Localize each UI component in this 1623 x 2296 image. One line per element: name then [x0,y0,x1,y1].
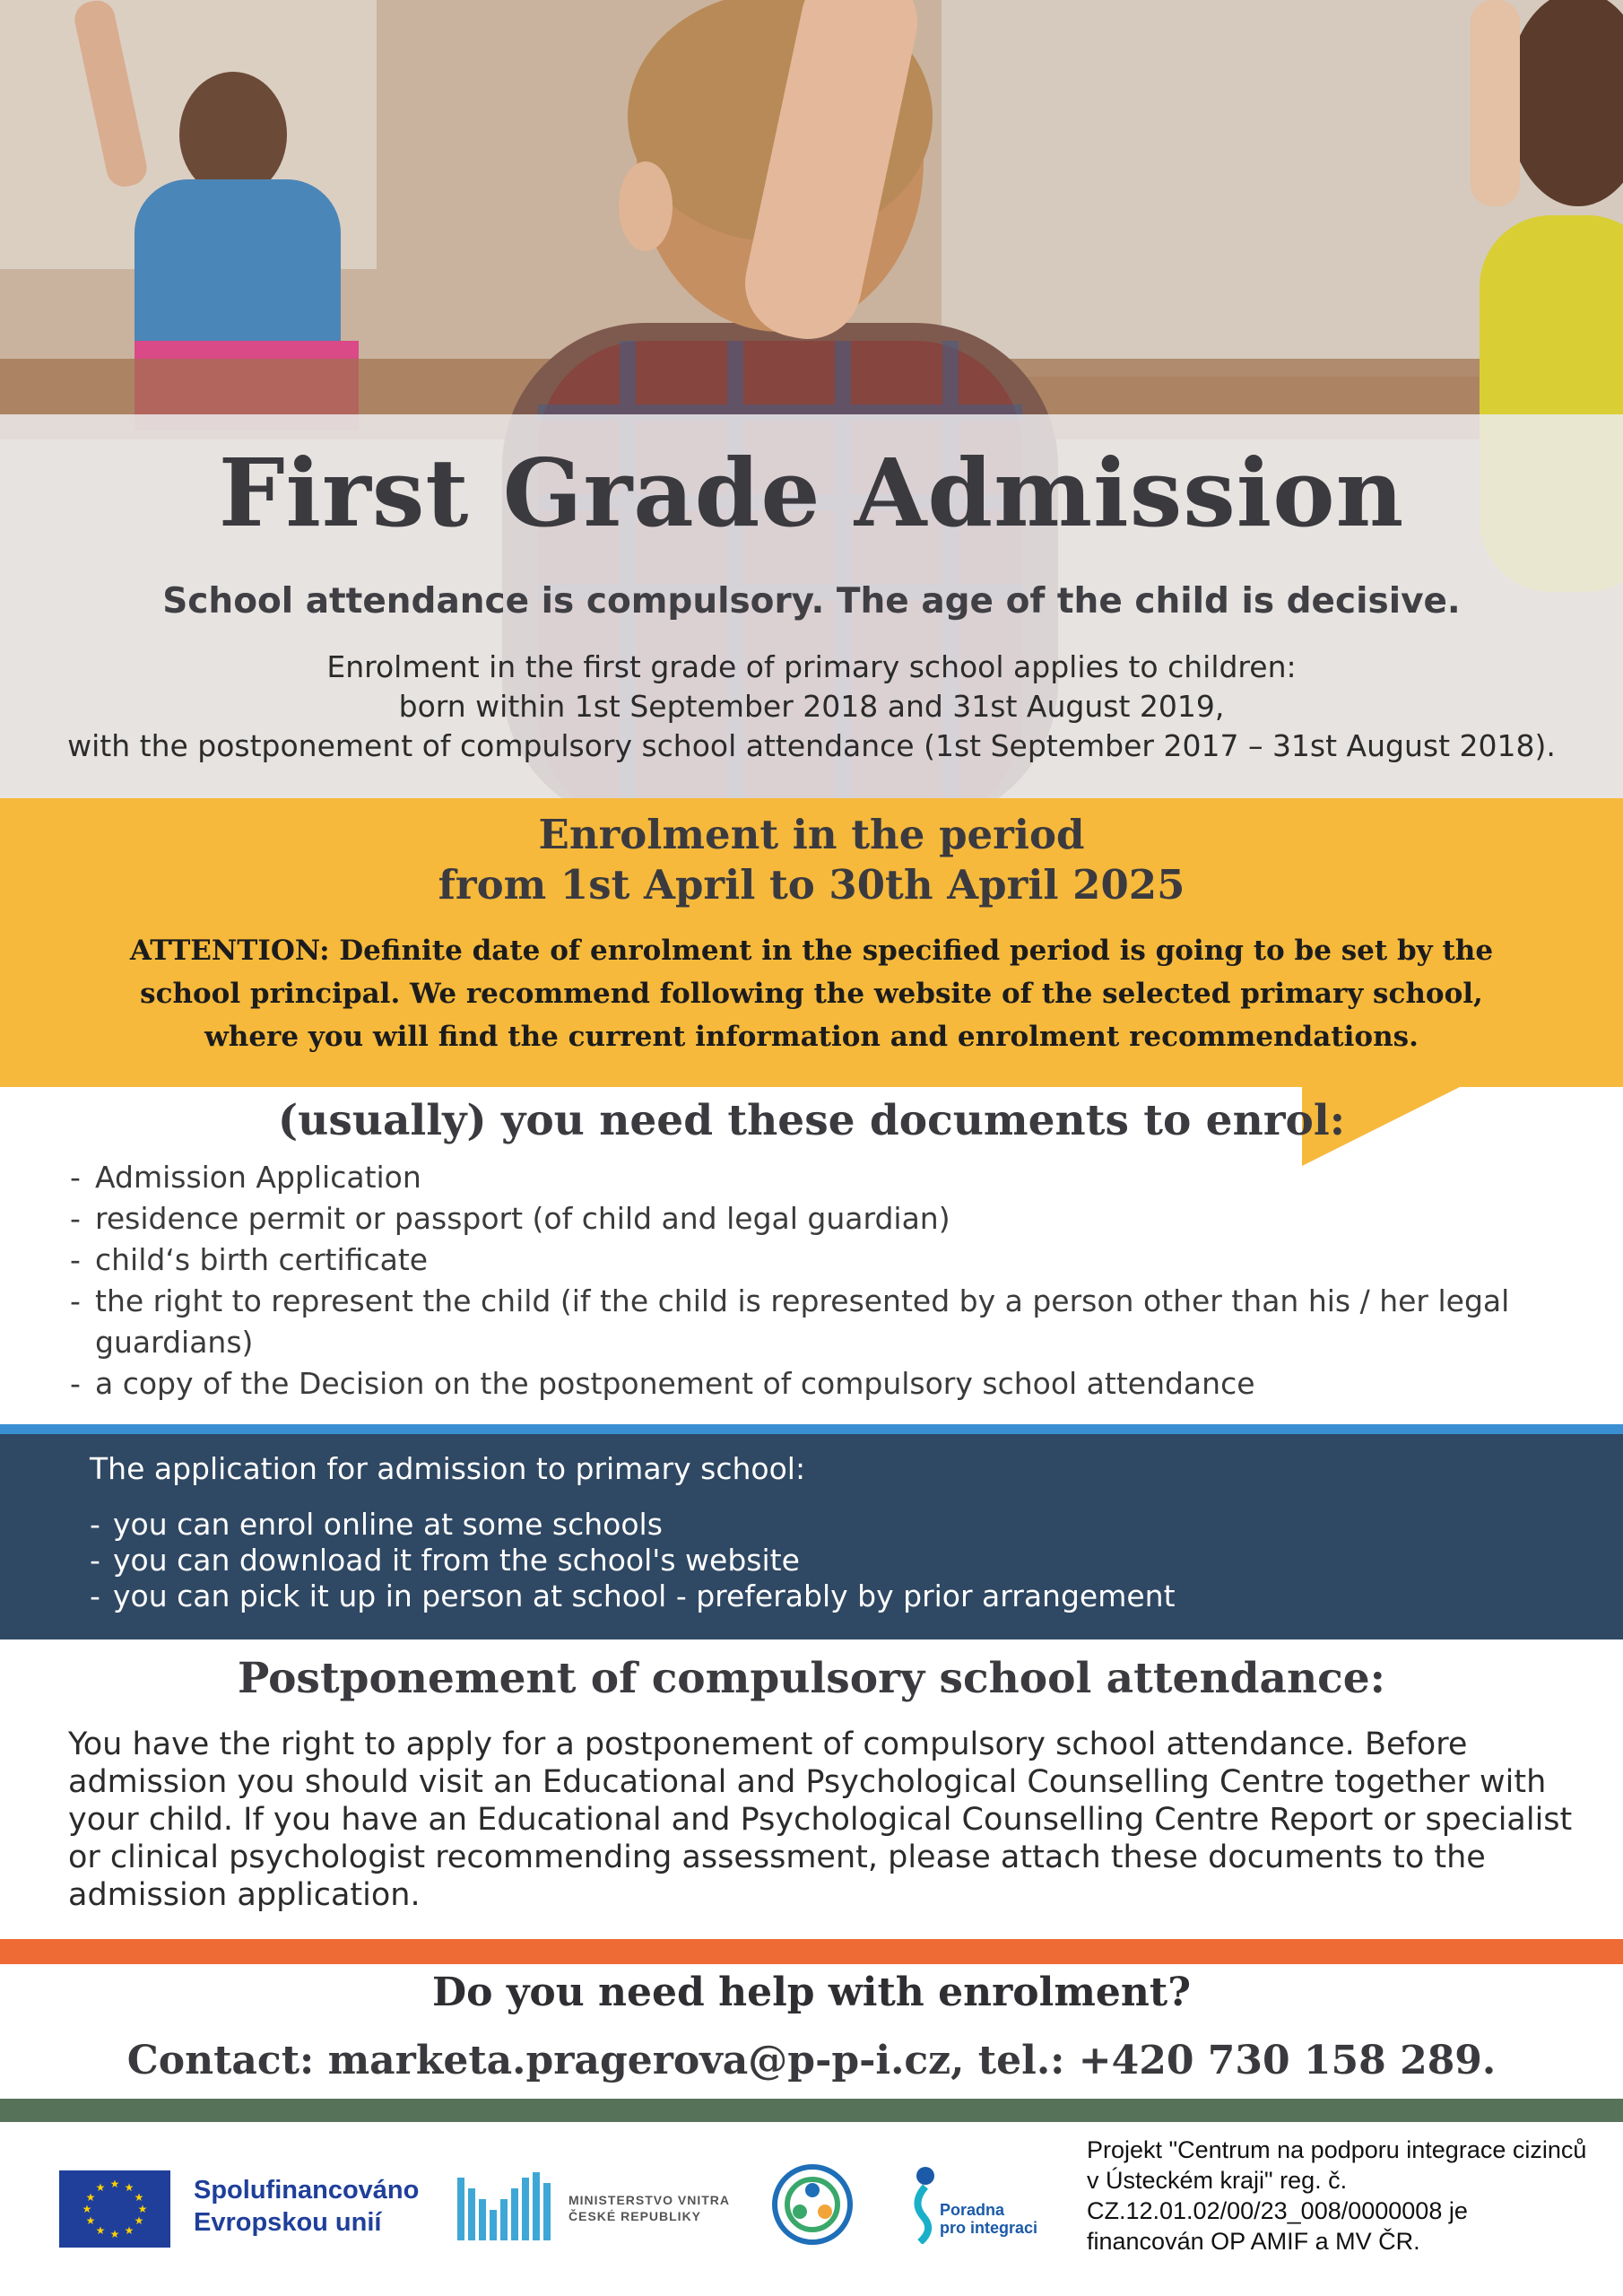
page-title: First Grade Admission [218,438,1405,548]
enrolment-heading-line-1: Enrolment in the period [538,811,1085,858]
divider-green [0,2099,1623,2122]
postponement-text: You have the right to apply for a postponement of compulsory school attendance. Before admission you should visit an Educational and Psychological Counselling Centre together with your child. If you have an Educational and Psychological Counselling Centre Report or specialist or clinical psychologist recommending assessment, please attach these documents to the admission application. [68,1726,1573,1913]
svg-text:★: ★ [85,2191,96,2204]
documents-heading: (usually) you need these documents to enrol: [277,1096,1346,1145]
svg-text:★: ★ [95,2224,106,2237]
eu-flag-icon [59,2170,170,2248]
list-item: - you can pick it up in person at school - preferably by prior arrangement [90,1578,1176,1614]
project-funding-note: Projekt "Centrum na podporu integrace cizinců v Ústeckém kraji" reg. č. CZ.12.01.02/00/23_008/0000008 je financován OP AMIF a MV ČR. [1087,2136,1587,2255]
divider-orange [0,1939,1623,1964]
svg-text:★: ★ [109,2178,120,2190]
help-heading: Do you need help with enrolment? [432,1970,1191,2015]
enrolment-heading-line-2: from 1st April to 30th April 2025 [438,861,1185,909]
intro-line-3: with the postponement of compulsory school attendance (1st September 2017 – 31st August 2018). [67,728,1556,763]
hero-photo [0,0,1623,807]
application-list [90,1507,1176,1614]
svg-text:★: ★ [137,2203,148,2215]
list-item: - you can enrol online at some schools [90,1507,1176,1543]
postponement-heading: Postponement of compulsory school attendance: [238,1654,1385,1703]
list-item: - you can download it from the school's website [90,1543,1176,1578]
list-item: - the right to represent the child (if the child is represented by a person other than his / her legal guardians) [70,1281,1558,1363]
contact-line: Contact: marketa.pragerova@p-p-i.cz, tel.: +420 730 158 289. [126,2038,1497,2083]
svg-text:★: ★ [124,2181,135,2194]
list-item: - Admission Application [70,1157,1558,1198]
svg-text:★: ★ [134,2214,144,2227]
centrum-cizincu-logo-icon [769,2161,855,2252]
intro-line-1: Enrolment in the first grade of primary school applies to children: [326,649,1297,684]
list-item: - child‘s birth certificate [70,1239,1558,1281]
divider-blue [0,1424,1623,1434]
list-item: - a copy of the Decision on the postponement of compulsory school attendance [70,1363,1558,1405]
attention-note: ATTENTION: Definite date of enrolment in the specified period is going to be set by the school principal. We recommend following the website of the selected primary school, where you will find the current information and enrolment recommendations. [129,935,1494,1053]
svg-text:★: ★ [95,2181,106,2194]
svg-text:★: ★ [85,2214,96,2227]
documents-list [70,1157,1558,1405]
application-intro: The application for admission to primary school: [90,1451,806,1486]
svg-text:★: ★ [124,2224,135,2237]
svg-text:★: ★ [134,2191,144,2204]
list-item: - residence permit or passport (of child and legal guardian) [70,1198,1558,1239]
svg-text:★: ★ [109,2228,120,2240]
poradna-logo-icon [907,2163,943,2248]
intro-line-2: born within 1st September 2018 and 31st August 2019, [398,689,1225,724]
ministry-logo-icon [456,2169,556,2250]
eu-cofinanced-label: Spolufinancováno Evropskou unií [194,2176,420,2237]
ministry-label: MINISTERSTVO VNITRA ČESKÉ REPUBLIKY [568,2193,731,2223]
svg-text:★: ★ [82,2203,92,2215]
poradna-label: Poradna pro integraci [940,2201,1038,2237]
subtitle: School attendance is compulsory. The age of the child is decisive. [162,581,1461,622]
